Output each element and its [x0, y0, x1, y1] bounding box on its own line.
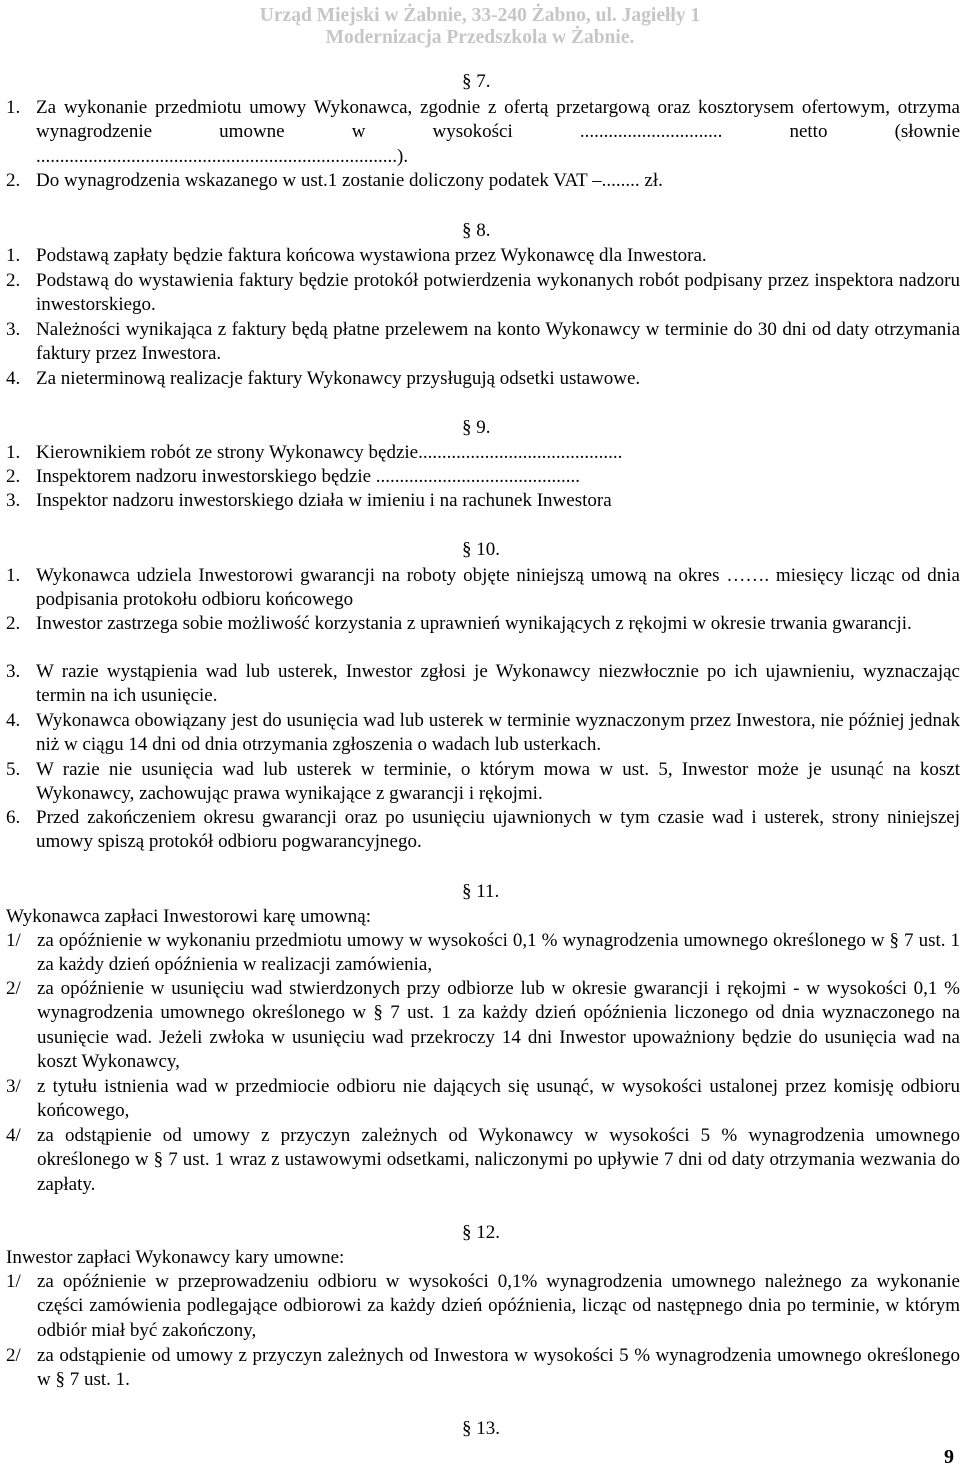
sec10-item-3 [6, 660, 960, 709]
item-number: 1. [6, 442, 21, 463]
item-number: 5. [6, 759, 21, 780]
item-number: 1/ [6, 1271, 21, 1292]
sec10-item-1 [6, 564, 960, 613]
sec10-item-6 [6, 806, 960, 855]
item-number: 2. [6, 170, 21, 191]
sec10-item-2 [6, 612, 960, 636]
section-10-title: § 10. [462, 539, 500, 560]
sec8-item-3 [6, 318, 960, 367]
sec11-item-2 [6, 977, 960, 1075]
item-number: 6. [6, 807, 21, 828]
item-number: 3. [6, 490, 21, 511]
item-number: 4. [6, 368, 21, 389]
sec10-item-4 [6, 709, 960, 758]
item-number: 4/ [6, 1125, 21, 1146]
item-number: 2. [6, 466, 21, 487]
item-text: Do wynagrodzenia wskazanego w ust.1 zostanie doliczony podatek VAT –........ zł. [36, 170, 663, 191]
item-text: W razie nie usunięcia wad lub usterek w terminie, o którym mowa w ust. 5, Inwestor może je usunąć na koszt Wykonawcy, zachowując prawa wynikające z gwarancji i rękojmi. [36, 759, 960, 805]
sec10-item-5 [6, 758, 960, 807]
section-9-title: § 9. [462, 417, 491, 438]
sec12-item-2 [6, 1344, 960, 1393]
item-number: 2/ [6, 1345, 21, 1366]
item-text: Kierownikiem robót ze strony Wykonawcy będzie........................................... [36, 442, 623, 463]
item-number: 1. [6, 97, 21, 118]
item-number: 3. [6, 661, 21, 682]
item-number: 1. [6, 565, 21, 586]
item-text: Przed zakończeniem okresu gwarancji oraz po usunięciu ujawnionych w tym czasie wad i usterek, strony niniejszej umowy spiszą protokół odbioru pogwarancyjnego. [36, 807, 960, 853]
item-text: W razie wystąpienia wad lub usterek, Inwestor zgłosi je Wykonawcy niezwłocznie po ich ujawnieniu, wyznaczając termin na ich usunięcie. [36, 661, 960, 707]
sec12-intro: Inwestor zapłaci Wykonawcy kary umowne: [6, 1247, 345, 1268]
item-number: 2. [6, 270, 21, 291]
item-text: Za wykonanie przedmiotu umowy Wykonawca, zgodnie z ofertą przetargową oraz kosztorysem ofertowym, otrzyma wynagrodzenie umowne w wysokości .............................. netto (słownie ............................................................................). [36, 97, 960, 167]
item-text: Za nieterminową realizacje faktury Wykonawcy przysługują odsetki ustawowe. [36, 368, 641, 389]
sec8-item-2 [6, 269, 960, 318]
sec9-item-3 [6, 489, 960, 513]
sec8-item-4 [6, 367, 960, 391]
sec11-item-1 [6, 929, 960, 978]
sec9-item-2 [6, 465, 960, 489]
item-text: za opóźnienie w usunięciu wad stwierdzonych przy odbiorze lub w okresie gwarancji i rękojmi - w wysokości 0,1 % wynagrodzenia umownego określonego w § 7 ust. 1 za każdy dzień opóźnienia liczonego od dnia wyznaczonego na usunięcie wad. Jeżeli zwłoka w usunięciu wad przekroczy 14 dni Inwestor upoważniony będzie do usunięcia wad na koszt Wykonawcy, [37, 978, 960, 1073]
item-text: z tytułu istnienia wad w przedmiocie odbioru nie dających się usunąć, w wysokości ustalonej przez komisję odbioru końcowego, [37, 1076, 960, 1122]
item-text: za opóźnienie w przeprowadzeniu odbioru w wysokości 0,1% wynagrodzenia umownego należnego za wykonanie części zamówienia podlegające odbiorowi za każdy dzień opóźnienia, licząc od następnego dnia po terminie, w którym odbiór miał być zakończony, [37, 1271, 960, 1341]
section-12-title: § 12. [462, 1222, 500, 1243]
item-text: Inspektor nadzoru inwestorskiego działa w imieniu i na rachunek Inwestora [36, 490, 612, 511]
header-address: Urząd Miejski w Żabnie, 33-240 Żabno, ul. Jagiełły 1 [259, 5, 701, 26]
section-11-title: § 11. [462, 881, 500, 902]
item-text: Należności wynikająca z faktury będą płatne przelewem na konto Wykonawcy w terminie do 30 dni od daty otrzymania faktury przez Inwestora. [36, 319, 960, 365]
item-text: Inspektorem nadzoru inwestorskiego będzie ........................................... [36, 466, 581, 487]
item-number: 3/ [6, 1076, 21, 1097]
item-number: 1/ [6, 930, 21, 951]
item-number: 4. [6, 710, 21, 731]
sec11-intro: Wykonawca zapłaci Inwestorowi karę umowną: [6, 906, 371, 927]
item-text: za odstąpienie od umowy z przyczyn zależnych od Inwestora w wysokości 5 % wynagrodzenia umownego określonego w § 7 ust. 1. [37, 1345, 960, 1391]
section-8-title: § 8. [462, 220, 491, 241]
page-number: 9 [944, 1446, 954, 1468]
sec7-item-2 [6, 169, 960, 193]
sec8-item-1 [6, 244, 960, 268]
item-number: 2. [6, 613, 21, 634]
item-text: Podstawą zapłaty będzie faktura końcowa wystawiona przez Wykonawcę dla Inwestora. [36, 245, 707, 266]
header-project-title: Modernizacja Przedszkola w Żabnie. [325, 27, 635, 48]
item-text: za odstąpienie od umowy z przyczyn zależnych od Wykonawcy w wysokości 5 % wynagrodzenia umownego określonego w § 7 ust. 1 wraz z ustawowymi odsetkami, naliczonymi po upływie 7 dni od daty otrzymania wezwania do zapłaty. [37, 1125, 960, 1195]
item-text: Wykonawca udziela Inwestorowi gwarancji na roboty objęte niniejszą umową na okres ……. miesięcy licząc od dnia podpisania protokołu odbioru końcowego [36, 565, 960, 611]
sec12-item-1 [6, 1270, 960, 1343]
item-text: Podstawą do wystawienia faktury będzie protokół potwierdzenia wykonanych robót podpisany przez inspektora nadzoru inwestorskiego. [36, 270, 960, 316]
item-text: Inwestor zastrzega sobie możliwość korzystania z uprawnień wynikających z rękojmi w okresie trwania gwarancji. [36, 613, 912, 634]
item-number: 3. [6, 319, 21, 340]
sec9-item-1 [6, 441, 960, 465]
sec7-item-1 [6, 96, 960, 169]
item-number: 1. [6, 245, 21, 266]
item-text: za opóźnienie w wykonaniu przedmiotu umowy w wysokości 0,1 % wynagrodzenia umownego określonego w § 7 ust. 1 za każdy dzień opóźnienia w realizacji zamówienia, [37, 930, 960, 976]
section-7-title: § 7. [462, 71, 491, 92]
item-number: 2/ [6, 978, 21, 999]
sec11-item-4 [6, 1124, 960, 1197]
sec11-item-3 [6, 1075, 960, 1124]
item-text: Wykonawca obowiązany jest do usunięcia wad lub usterek w terminie wyznaczonym przez Inwestora, nie później jednak niż w ciągu 14 dni od dnia otrzymania zgłoszenia o wadach lub usterkach. [36, 710, 960, 756]
section-13-title: § 13. [462, 1418, 500, 1439]
